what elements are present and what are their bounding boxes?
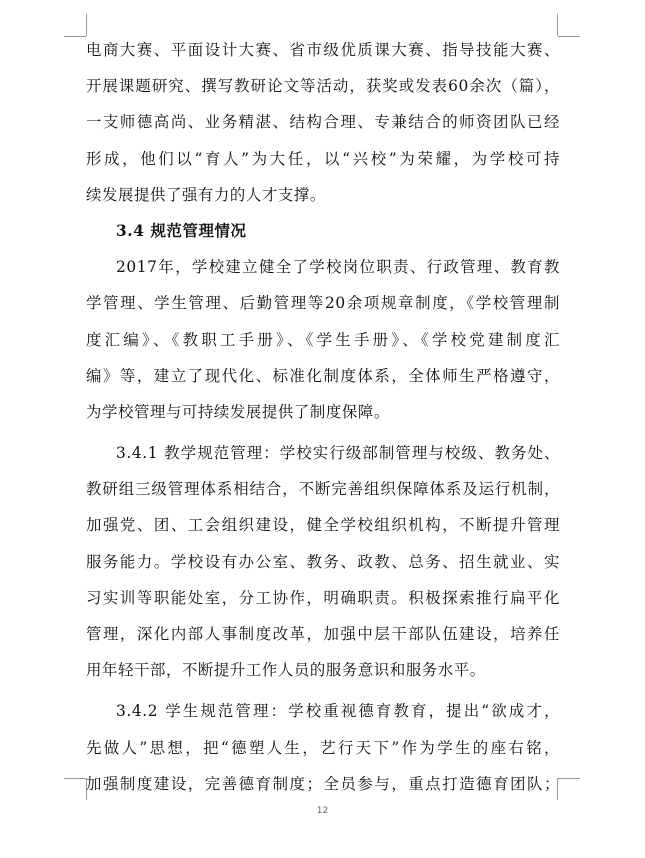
text-line: 3.4.1 教学规范管理：学校实行级部制管理与校级、教务处、	[116, 444, 560, 463]
crop-mark-bottom-left-horizontal	[64, 778, 86, 779]
text-line: 度汇编》、《教职工手册》、《学生手册》、《学校党建制度汇	[86, 330, 560, 349]
paragraph-student-management	[86, 693, 560, 802]
text-line: 2017年，学校建立健全了学校岗位职责、行政管理、教育教	[116, 258, 560, 277]
paragraph-faculty-achievements	[86, 32, 560, 213]
text-line: 续发展提供了强有力的人才支撑。	[86, 185, 326, 204]
section-heading: 3.4 规范管理情况	[116, 221, 247, 240]
text-line: 开展课题研究、撰写教研论文等活动，获奖或发表60余次（篇），	[86, 77, 560, 96]
paragraph-regulations	[86, 249, 560, 430]
text-line: 管理，深化内部人事制度改革，加强中层干部队伍建设，培养任	[86, 625, 560, 643]
text-line: 为学校管理与可持续发展提供了制度保障。	[86, 402, 390, 421]
text-line: 学管理、学生管理、后勤管理等20余项规章制度，《学校管理制	[86, 294, 560, 313]
text-line: 一支师德高尚、业务精湛、结构合理、专兼结合的师资团队已经	[86, 113, 560, 132]
paragraph-teaching-management	[86, 435, 560, 688]
crop-mark-top-right-horizontal	[558, 36, 580, 37]
text-line: 形成，他们以“育人”为大任，以“兴校”为荣耀，为学校可持	[86, 149, 560, 168]
crop-mark-bottom-right-horizontal	[558, 778, 580, 779]
text-line: 3.4.2 学生规范管理：学校重视德育教育，提出“欲成才，	[116, 702, 560, 721]
text-line: 习实训等职能处室，分工协作，明确职责。积极探索推行扁平化	[86, 588, 560, 607]
text-line: 加强党、团、工会组织建设，健全学校组织机构，不断提升管理	[86, 516, 560, 535]
text-line: 电商大赛、平面设计大赛、省市级优质课大赛、指导技能大赛、	[86, 41, 560, 59]
page-number: 12	[316, 806, 329, 816]
body-text	[86, 32, 560, 802]
text-line: 先做人”思想，把“德塑人生，艺行天下”作为学生的座右铭，	[86, 738, 560, 757]
text-line: 加强制度建设，完善德育制度；全员参与，重点打造德育团队；	[86, 774, 560, 793]
text-line: 用年轻干部，不断提升工作人员的服务意识和服务水平。	[86, 661, 486, 680]
text-line: 服务能力。学校设有办公室、教务、政教、总务、招生就业、实	[86, 552, 560, 571]
crop-mark-top-left-horizontal	[64, 36, 86, 37]
text-line: 教研组三级管理体系相结合，不断完善组织保障体系及运行机制，	[86, 480, 560, 499]
text-line: 编》等，建立了现代化、标准化制度体系，全体师生严格遵守，	[86, 366, 560, 385]
